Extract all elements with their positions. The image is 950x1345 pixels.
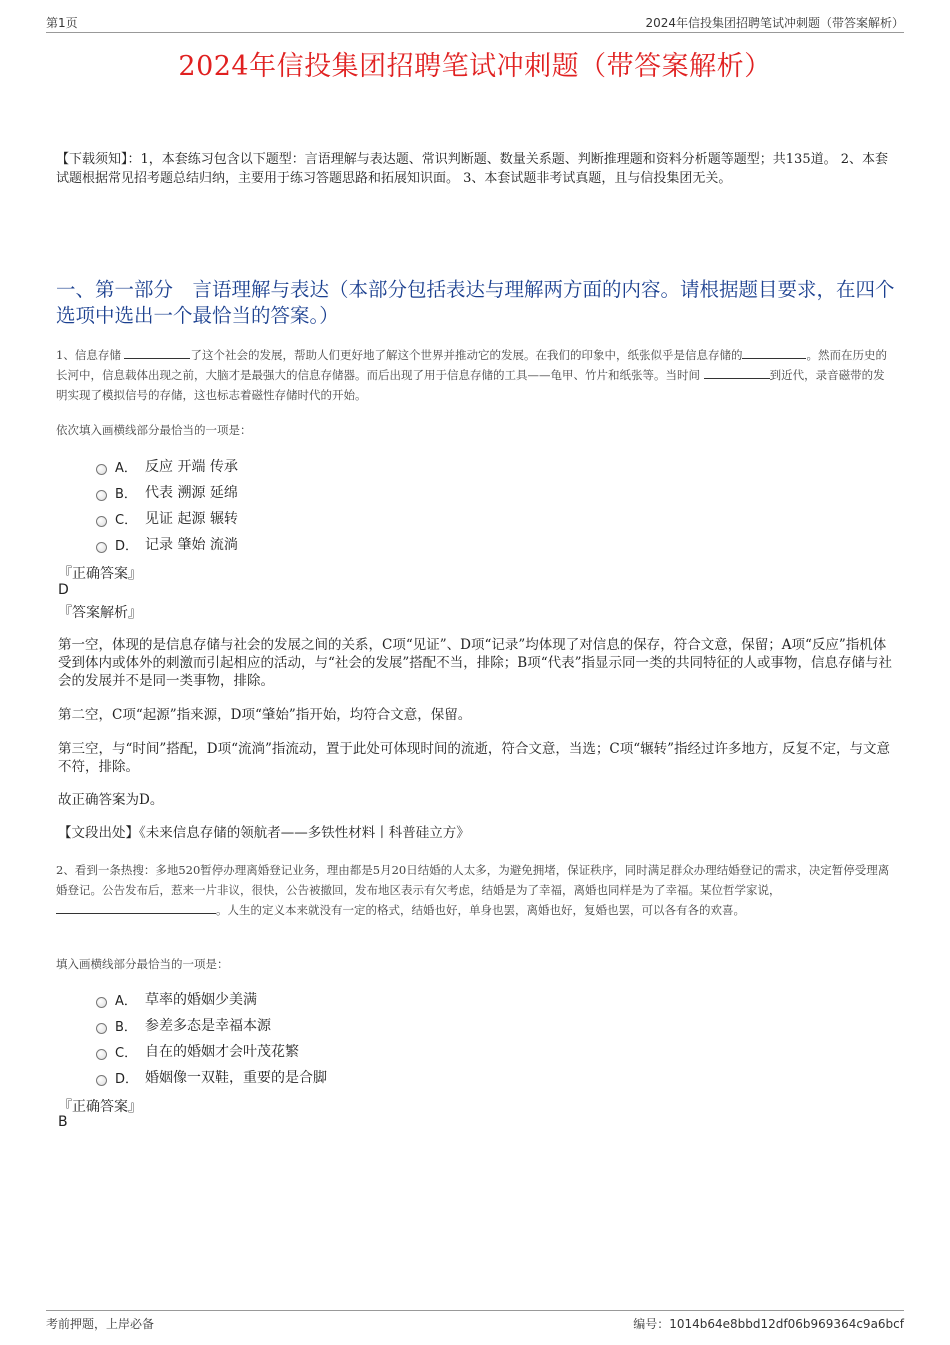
analysis-paragraph-3: 第三空，与“时间”搭配，D项“流淌”指流动，置于此处可体现时间的流逝，符合文意，当选；C项“辗转”指经过许多地方，反复不定，与文意不符，排除。 [58, 741, 891, 775]
question-2-options [96, 986, 327, 1090]
question-1-instruction: 依次填入画横线部分最恰当的一项是： [56, 423, 252, 437]
correct-answer-label: 『正确答案』 [58, 1099, 142, 1115]
option-c[interactable]: C． 自在的婚姻才会叶茂花繁 [96, 1038, 327, 1064]
download-notice: 【下载须知】：1，本套练习包含以下题型：言语理解与表达题、常识判断题、数量关系题、判断推理题和资料分析题等题型；共135道。 2、本套试题根据常见招考题总结归纳，主要用于练习答题思路和拓展知识面。 3、本套试题非考试真题，且与信投集团无关。 [56, 152, 888, 186]
answer-blank [742, 346, 806, 359]
page-header [46, 14, 904, 33]
page-footer [46, 1310, 904, 1331]
question-1-text: 1、信息存储 了这个社会的发展，帮助人们更好地了解这个世界并推动它的发展。在我们的印象中，纸张似乎是信息存储的 。然而在历史的长河中，信息载体出现之前，大脑才是最强大的信息存储器。而后出现了用于信息存储的工具——龟甲、竹片和纸张等。当时间 到近代，录音磁带的发明实现了模拟信号的存储，这也标志着磁性存储时代的开始。 [56, 348, 887, 402]
option-d[interactable]: D． 婚姻像一双鞋，重要的是合脚 [96, 1064, 327, 1090]
option-b[interactable]: B． 代表 溯源 延绵 [96, 479, 238, 505]
radio-icon[interactable] [96, 516, 107, 527]
radio-icon[interactable] [96, 997, 107, 1008]
radio-icon[interactable] [96, 542, 107, 553]
radio-icon[interactable] [96, 1049, 107, 1060]
document-title: 2024年信投集团招聘笔试冲刺题（带答案解析） [178, 51, 772, 82]
analysis-paragraph-2: 第二空，C项“起源”指来源，D项“肇始”指开始，均符合文意，保留。 [58, 707, 472, 723]
question-2-instruction: 填入画横线部分最恰当的一项是： [56, 957, 229, 971]
analysis-paragraph-1: 第一空，体现的是信息存储与社会的发展之间的关系，C项“见证”、D项“记录”均体现了对信息的保存，符合文意，保留；A项“反应”指机体受到体内或体外的刺激而引起相应的活动，与“社会的发展”搭配不当，排除；B项“代表”指显示同一类的共同特征的人或事物，信息存储与社会的发展并不是同一类事物，排除。 [58, 637, 893, 689]
option-c[interactable]: C． 见证 起源 辗转 [96, 505, 238, 531]
correct-answer: B [58, 1114, 68, 1130]
document-code: 编号：1014b64e8bbd12df06b969364c9a6bcf [633, 1317, 904, 1331]
correct-answer: D [58, 582, 69, 598]
answer-blank [56, 901, 216, 914]
radio-icon[interactable] [96, 490, 107, 501]
option-d[interactable]: D． 记录 肇始 流淌 [96, 531, 238, 557]
answer-blank [124, 346, 190, 359]
radio-icon[interactable] [96, 1023, 107, 1034]
question-2-text: 2、看到一条热搜：多地520暂停办理离婚登记业务，理由都是5月20日结婚的人太多，为避免拥堵，保证秩序，同时满足群众办理结婚登记的需求，决定暂停受理离婚登记。公告发布后，惹来一片非议，很快，公告被撤回，发布地区表示有欠考虑，结婚是为了幸福，离婚也同样是为了幸福。某位哲学家说， 。人生的定义本来就没有一定的格式，结婚也好，单身也罢，离婚也好，复婚也罢，可以各有各的欢喜。 [56, 863, 890, 917]
answer-blank [704, 366, 770, 379]
footer-slogan: 考前押题，上岸必备 [46, 1317, 155, 1331]
header-doc-title: 2024年信投集团招聘笔试冲刺题（带答案解析） [645, 16, 904, 30]
question-1-options [96, 453, 238, 557]
page-number: 第1页 [46, 16, 78, 30]
analysis-label: 『答案解析』 [58, 605, 142, 621]
passage-source: 【文段出处】《未来信息存储的领航者——多铁性材料丨科普硅立方》 [58, 825, 470, 841]
correct-answer-label: 『正确答案』 [58, 566, 142, 582]
radio-icon[interactable] [96, 464, 107, 475]
option-a[interactable]: A． 草率的婚姻少美满 [96, 986, 327, 1012]
analysis-conclusion: 故正确答案为D。 [58, 792, 164, 808]
option-b[interactable]: B． 参差多态是幸福本源 [96, 1012, 327, 1038]
option-a[interactable]: A． 反应 开端 传承 [96, 453, 238, 479]
section-heading: 一、第一部分 言语理解与表达（本部分包括表达与理解两方面的内容。请根据题目要求，在四个选项中选出一个最恰当的答案。） [56, 278, 895, 327]
radio-icon[interactable] [96, 1075, 107, 1086]
